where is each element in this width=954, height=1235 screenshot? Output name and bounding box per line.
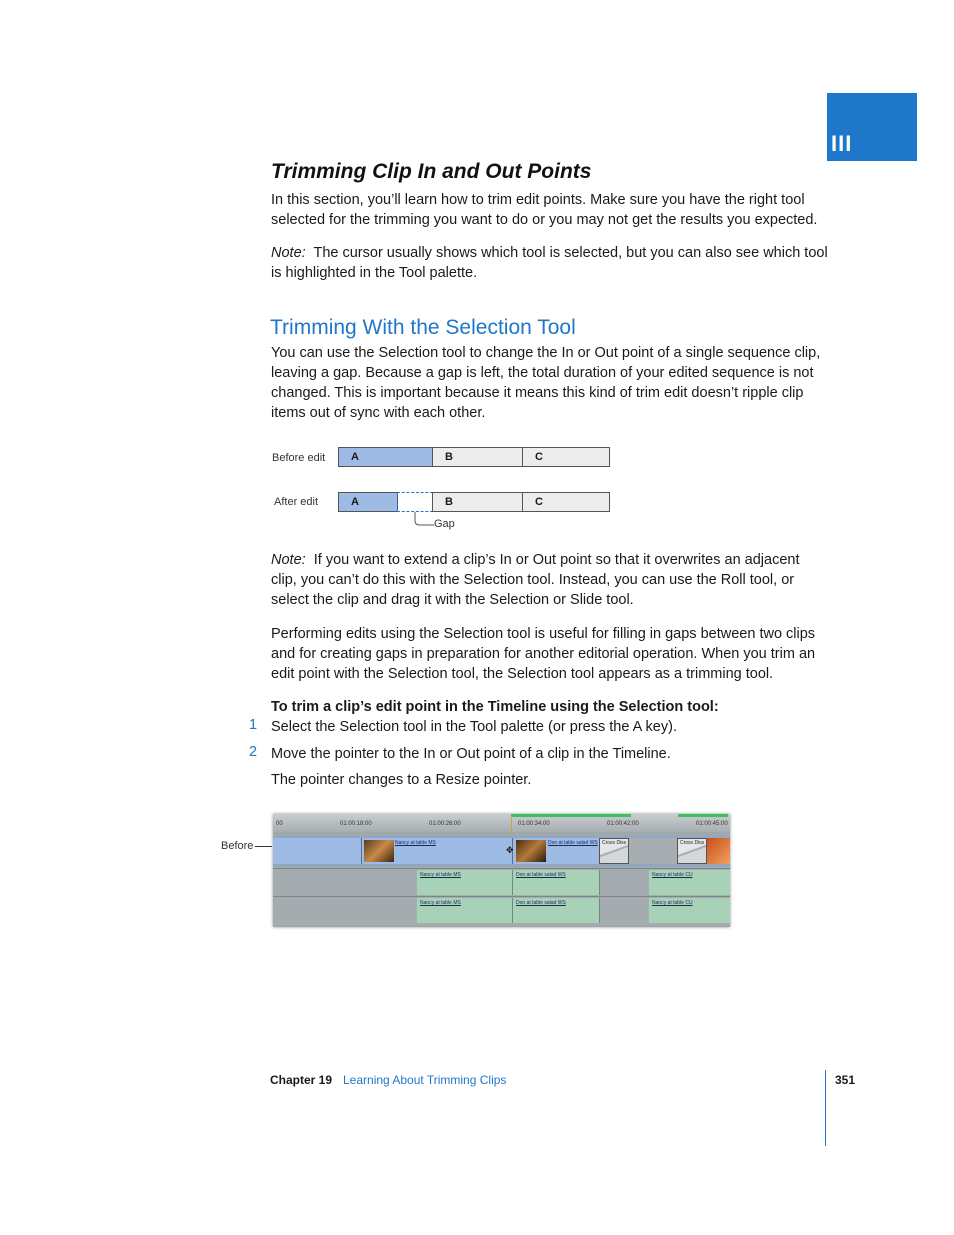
clip-thumbnail	[707, 838, 730, 864]
gap-box	[397, 492, 433, 512]
after-clip-b: B	[432, 492, 523, 512]
section-tab: III	[827, 93, 917, 161]
audio-clip-label: Nancy at table MS	[420, 900, 461, 906]
timecode: 01:00:26:00	[429, 821, 461, 827]
playhead[interactable]	[511, 816, 512, 836]
timeline-screenshot	[273, 814, 730, 927]
audio-clip-label: Nancy at table MS	[420, 872, 461, 878]
note-1	[271, 243, 831, 283]
video-clip-label: Nancy at table MS	[395, 840, 436, 846]
video-clip-label: Don at table salad WS	[548, 840, 598, 846]
audio-clip-label: Don at table salad WS	[516, 900, 566, 906]
intro-paragraph: In this section, you’ll learn how to trim edit points. Make sure you have the right tool selected for the trimming you want to do or you may not get the results you expected.	[271, 192, 818, 228]
step-1-number: 1	[249, 717, 258, 733]
note-label: Note:	[271, 552, 306, 568]
before-edit-label: Before edit	[272, 452, 326, 464]
video-gap	[629, 838, 677, 864]
step-1-text: Select the Selection tool in the Tool palette (or press the A key).	[271, 719, 677, 735]
audio-clip-label: Nancy at table CU	[652, 900, 693, 906]
before-clip-b: B	[432, 447, 523, 467]
timecode: 01:00:18:00	[340, 821, 372, 827]
render-bar	[678, 814, 728, 817]
clip-thumbnail	[516, 840, 546, 862]
audio-clip-label: Nancy at table CU	[652, 872, 693, 878]
note-text: If you want to extend a clip’s In or Out point so that it overwrites an adjacent clip, you can’t do this with the Selection tool. Instead, you can use the Roll tool, or select the clip and drag it with the Selection or Slide tool.	[271, 552, 800, 608]
clip-thumbnail	[364, 840, 394, 862]
timecode: 00	[276, 821, 283, 827]
gap-label: Gap	[434, 518, 455, 530]
before-clip-c: C	[522, 447, 610, 467]
footer-chapter-title[interactable]: Learning About Trimming Clips	[343, 1073, 507, 1087]
audio-clip-label: Don at table salad WS	[516, 872, 566, 878]
video-clip[interactable]	[273, 838, 362, 864]
resize-pointer-icon: ✥	[506, 845, 514, 855]
timecode: 01:00:42:00	[607, 821, 639, 827]
footer-divider	[825, 1070, 826, 1146]
performing-edits-paragraph: Performing edits using the Selection tool is useful for filling in gaps between two clips and for creating gaps in preparation for another editorial operation. When you trim an edit point with the Selection tool, the Selection tool appears as a trimming tool.	[271, 626, 816, 682]
before-clip-a: A	[338, 447, 433, 467]
selection-tool-paragraph: You can use the Selection tool to change the In or Out point of a single sequence clip, leaving a gap. Because a gap is left, the total duration of your edited sequence is not changed. This is important because it means this kind of trim edit doesn’t ripple clip items out of sync with each other.	[271, 345, 821, 421]
after-clip-a: A	[338, 492, 398, 512]
step-2-text: Move the pointer to the In or Out point of a clip in the Timeline.	[271, 746, 671, 762]
after-clip-c: C	[522, 492, 610, 512]
task-heading: To trim a clip’s edit point in the Timeline using the Selection tool:	[271, 699, 719, 715]
render-bar	[511, 814, 631, 817]
transition-label: Cross Diss	[680, 840, 705, 846]
before-callout-line	[255, 846, 272, 847]
heading-trimming-clip: Trimming Clip In and Out Points	[271, 160, 592, 183]
after-edit-label: After edit	[274, 496, 319, 508]
note-text: The cursor usually shows which tool is selected, but you can also see which tool is highlighted in the Tool palette.	[271, 245, 828, 281]
timecode: 01:00:45:00	[696, 821, 728, 827]
timecode: 01:00:34:00	[518, 821, 550, 827]
heading-selection-tool: Trimming With the Selection Tool	[270, 316, 576, 339]
note-label: Note:	[271, 245, 306, 261]
gap-callout-line	[410, 512, 436, 528]
step-2-number: 2	[249, 744, 258, 760]
footer-chapter: Chapter 19	[270, 1073, 333, 1087]
step-2-result: The pointer changes to a Resize pointer.	[271, 772, 532, 788]
transition-label: Cross Diss	[602, 840, 627, 846]
page-number: 351	[835, 1073, 856, 1087]
before-callout-label: Before	[221, 840, 254, 852]
note-2	[271, 550, 827, 610]
